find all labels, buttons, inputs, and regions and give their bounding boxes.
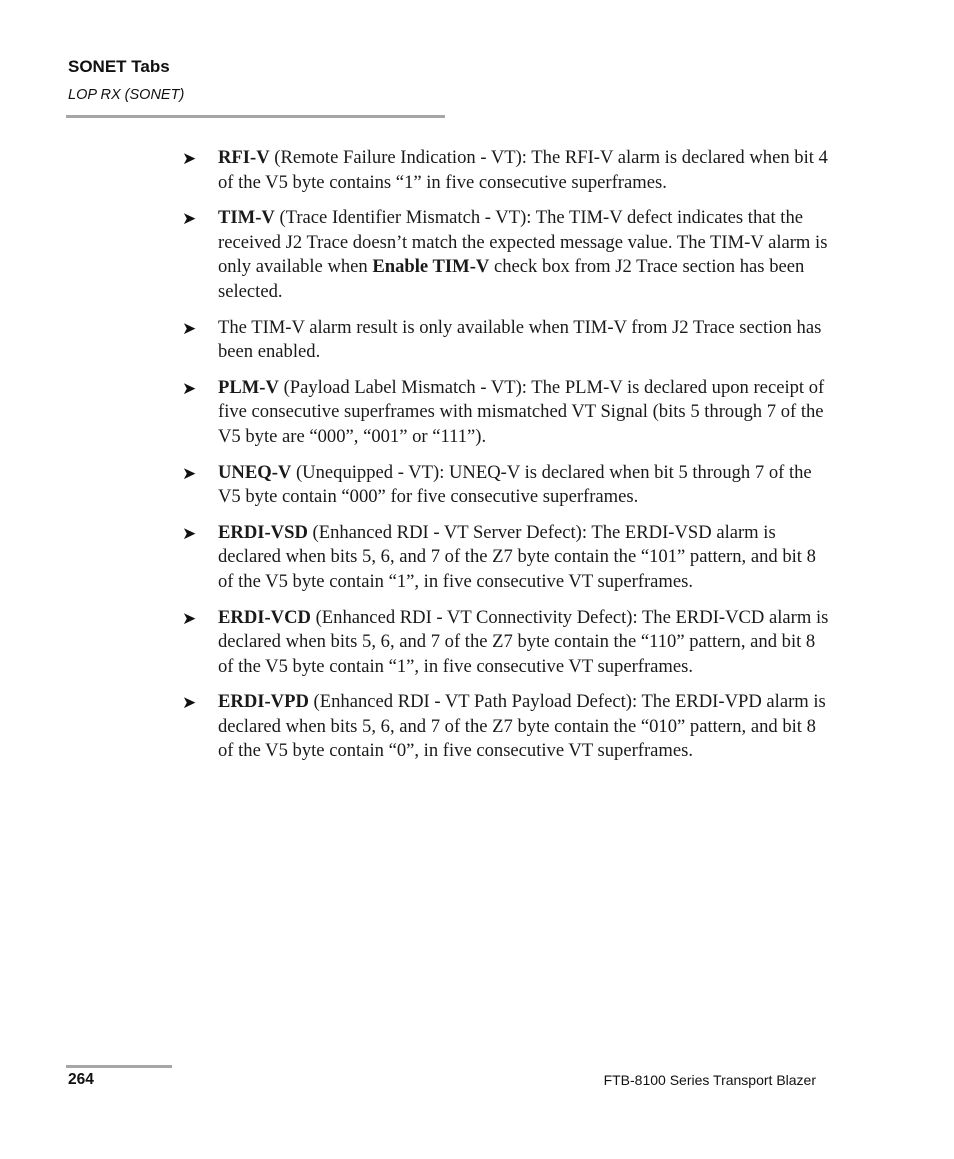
bullet-item-erdi-vpd	[182, 690, 832, 764]
bullet-bold-inline: Enable TIM-V	[372, 256, 490, 278]
arrow-bullet-icon: ➤	[182, 209, 197, 230]
bullet-item-tim-v-note	[182, 316, 832, 365]
bullet-text: (Enhanced RDI - VT Server Defect): The ERDI-VSD alarm is declared when bits 5, 6, and 7 of the Z7 byte contain the “101” pattern, and bit 8 of the V5 byte contain “1”, in five consecutive VT superframes.	[218, 521, 816, 592]
arrow-bullet-icon: ➤	[182, 318, 197, 339]
bullet-term: TIM-V	[218, 207, 275, 229]
section-title: SONET Tabs	[68, 57, 170, 76]
bullet-term: PLM-V	[218, 376, 279, 398]
bullet-term: ERDI-VCD	[218, 606, 311, 628]
arrow-bullet-icon: ➤	[182, 463, 197, 484]
bullet-text: (Enhanced RDI - VT Connectivity Defect): The ERDI-VCD alarm is declared when bits 5, 6, and 7 of the Z7 byte contain the “110” pattern, and bit 8 of the V5 byte contain “1”, in five consecutive VT superframes.	[218, 606, 829, 677]
footer-divider	[66, 1065, 172, 1068]
arrow-bullet-icon: ➤	[182, 523, 197, 544]
bullet-item-plm-v	[182, 376, 832, 450]
bullet-item-uneq-v	[182, 461, 832, 510]
header-divider	[66, 115, 445, 118]
bullet-text: (Enhanced RDI - VT Path Payload Defect): The ERDI-VPD alarm is declared when bits 5, 6, and 7 of the Z7 byte contain the “010” pattern, and bit 8 of the V5 byte contain “0”, in five consecutive VT superframes.	[218, 691, 826, 762]
bullet-text: (Payload Label Mismatch - VT): The PLM-V is declared upon receipt of five consecutive superframes with mismatched VT Signal (bits 5 through 7 of the V5 byte are “000”, “001” or “111”).	[218, 376, 825, 447]
bullet-item-erdi-vcd	[182, 606, 832, 680]
bullet-item-tim-v	[182, 206, 832, 304]
section-subtitle: LOP RX (SONET)	[68, 87, 185, 103]
bullet-term: ERDI-VSD	[218, 521, 308, 543]
bullet-list	[182, 146, 832, 775]
page-number: 264	[68, 1071, 94, 1088]
bullet-text-after: check box from J2 Trace section has been selected.	[218, 256, 805, 302]
bullet-text: (Unequipped - VT): UNEQ-V is declared when bit 5 through 7 of the V5 byte contain “000” for five consecutive superframes.	[218, 461, 812, 508]
arrow-bullet-icon: ➤	[182, 149, 197, 169]
bullet-term: RFI-V	[218, 147, 270, 168]
bullet-text: (Trace Identifier Mismatch - VT): The TIM-V defect indicates that the received J2 Trace doesn’t match the expected message value. The TIM-V alarm is only available when	[218, 207, 828, 278]
bullet-text: The TIM-V alarm result is only available when TIM-V from J2 Trace section has been enabled.	[218, 316, 822, 363]
arrow-bullet-icon: ➤	[182, 693, 197, 714]
bullet-term: ERDI-VPD	[218, 691, 309, 713]
bullet-item-erdi-vsd	[182, 521, 832, 595]
bullet-text: (Remote Failure Indication - VT): The RFI-V alarm is declared when bit 4 of the V5 byte contains “1” in five consecutive superframes.	[218, 147, 828, 193]
arrow-bullet-icon: ➤	[182, 608, 197, 629]
bullet-term: UNEQ-V	[218, 461, 292, 483]
arrow-bullet-icon: ➤	[182, 378, 197, 399]
bullet-item-rfi-v	[182, 146, 832, 195]
product-name: FTB-8100 Series Transport Blazer	[603, 1072, 816, 1088]
